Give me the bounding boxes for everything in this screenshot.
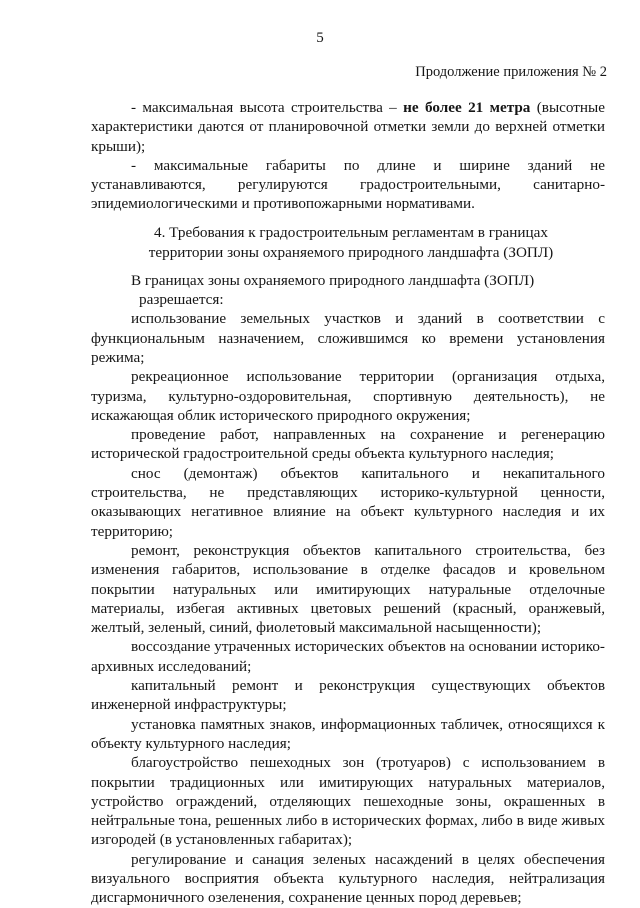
allowed-item: капитальный ремонт и реконструкция существующих объектов инженерной инфраструктуры;	[91, 677, 605, 714]
bullet-max-height-value: не более 21 метра	[403, 99, 531, 116]
bullet-max-dimensions: - максимальные габариты по длине и ширине зданий не устанавливаются, регулируются градостроительными, санитарно-эпидемиологическими и противопожарными нормативами.	[91, 156, 605, 213]
allowed-item: проведение работ, направленных на сохранение и регенерацию исторической градостроительной среды объекта культурного наследия;	[91, 426, 605, 463]
bullet-max-height	[91, 98, 605, 156]
bullet-max-height-note: (высотные характеристики даются от планировочной отметки земли до верхней отметки крыши);	[91, 99, 606, 155]
document-body	[91, 98, 605, 908]
section-title-line-1: 4. Требования к градостроительным регламентам в границах	[153, 223, 549, 241]
page-number: 5	[316, 30, 324, 46]
appendix-continuation-label: Продолжение приложения № 2	[415, 64, 607, 80]
allowed-item: регулирование и санация зеленых насаждений в целях обеспечения визуального восприятия объекта культурного наследия, нейтрализация дисгармоничного озеленения, сохранение ценных пород деревьев;	[91, 850, 605, 907]
allowed-item: благоустройство пешеходных зон (тротуаров) с использованием в покрытии традиционных или имитирующих натуральных материалов, устройство ограждений, отделяющих пешеходные зоны, окрашенных в нейтральные тона, решенных либо в исторических формах, либо в виде живых изгородей (в установленных габаритах);	[91, 754, 605, 849]
allowed-item: снос (демонтаж) объектов капитального и некапитального строительства, не представляющих историко-культурной ценности, оказывающих негативное влияние на объект культурного наследия и их территорию;	[91, 464, 605, 540]
allowed-item: воссоздание утраченных исторических объектов на основании историко-архивных исследований;	[91, 638, 605, 675]
section-intro: В границах зоны охраняемого природного ландшафта (ЗОПЛ)	[131, 271, 535, 289]
allowed-item: ремонт, реконструкция объектов капитального строительства, без изменения габаритов, использование в отделке фасадов и кровельном покрытии натуральных или имитирующих натуральные отделочные материалы, избегая активных цветовых решений (красный, оранжевый, желтый, зеленый, синий, фиолетовый максимальной насыщенности);	[91, 541, 605, 637]
allowed-item: установка памятных знаков, информационных табличек, относящихся к объекту культурного наследия;	[91, 715, 605, 752]
allowed-item: рекреационное использование территории (организация отдыха, туризма, культурно-оздоровительная, спортивную деятельность), не искажающая облик исторического природного окружения;	[91, 368, 605, 424]
section-title-line-2: территории зоны охраняемого природного ландшафта (ЗОПЛ)	[148, 243, 554, 261]
allowed-item: использование земельных участков и зданий в соответствии с функциональным назначением, сложившимся ко времени установления режима;	[91, 310, 605, 366]
bullet-max-height-text: - максимальная высота строительства –	[131, 99, 404, 116]
section-allowed-label: разрешается:	[139, 291, 224, 309]
